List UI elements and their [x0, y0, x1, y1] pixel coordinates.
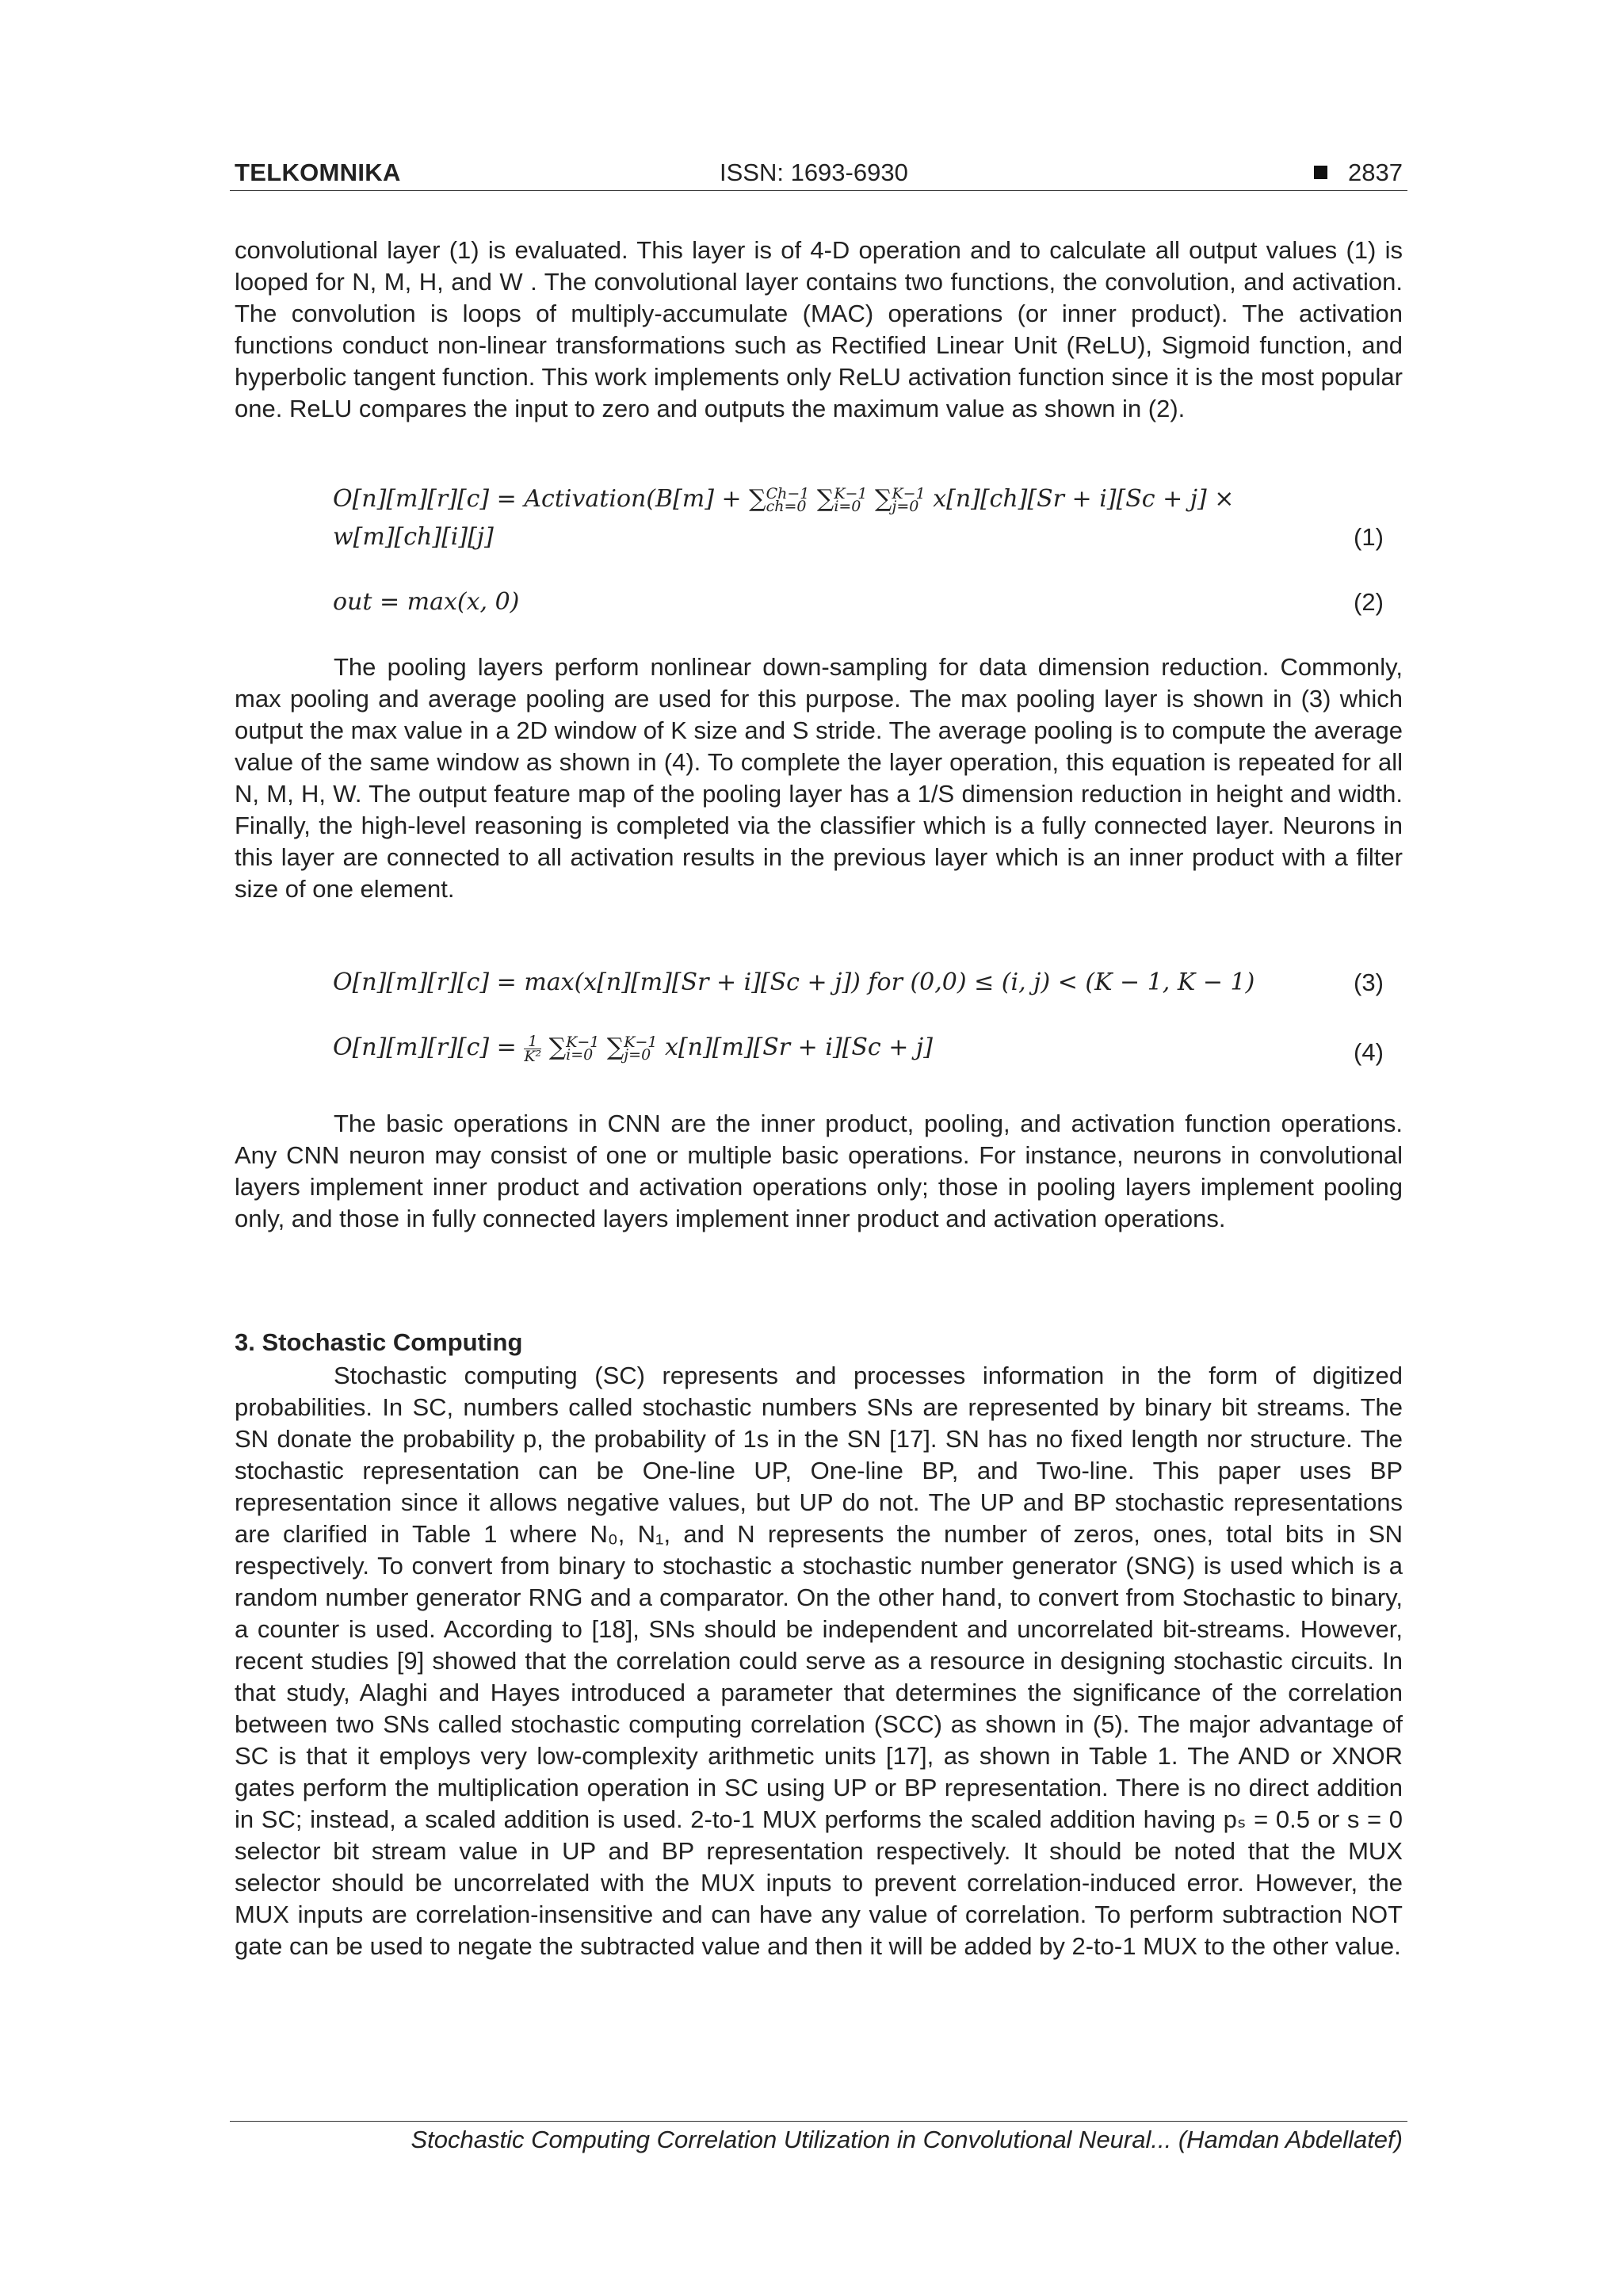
equation-2-number: (2) — [1354, 588, 1384, 616]
section-heading: 3. Stochastic Computing — [235, 1328, 523, 1356]
paragraph-1: convolutional layer (1) is evaluated. This layer is of 4-D operation and to calculate all output values (1) is looped for N, M, H, and W . The convolutional layer contains two functions, the convolution, and activation. The convolution is loops of multiply-accumulate (MAC) operations (or inner product). The activation functions conduct non-linear transformations such as Rectified Linear Unit (ReLU), Sigmoid function, and hyperbolic tangent function. This work implements only ReLU activation function since it is the most popular one. ReLU compares the input to zero and outputs the maximum value as shown in (2). — [235, 236, 1403, 422]
square-bullet-icon — [1314, 166, 1327, 179]
issn: ISSN: 1693-6930 — [720, 159, 908, 186]
page-number-wrap — [1314, 159, 1403, 187]
paragraph-3: The basic operations in CNN are the inner product, pooling, and activation function operations. Any CNN neuron may consist of one or multiple basic operations. For instance, neurons in convolutional layers implement inner product and activation operations only; those in pooling layers implement pooling only, and those in fully connected layers implement inner product and activation operations. — [235, 1110, 1403, 1232]
header-rule — [230, 190, 1407, 191]
paragraph-2: The pooling layers perform nonlinear down-sampling for data dimension reduction. Commonly, max pooling and average pooling are used for this purpose. The max pooling layer is shown in (3) which output the max value in a 2D window of K size and S stride. The average pooling is to compute the average value of the same window as shown in (4). To complete the layer operation, this equation is repeated for all N, M, H, W. The output feature map of the pooling layer has a 1/S dimension reduction in height and width. Finally, the high-level reasoning is completed via the classifier which is a fully connected layer. Neurons in this layer are connected to all activation results in the previous layer which is an inner product with a filter size of one element. — [235, 653, 1403, 903]
equation-2: out = max(x, 0) — [333, 588, 520, 616]
equation-1-number: (1) — [1354, 523, 1384, 551]
equation-4: O[n][m][r][c] = $\frac{1}{\text{K²}}$ ∑ K−1 i=0 ∑ K−1 j=0 x[n][m][Sr + i][Sc + j] — [333, 1032, 933, 1065]
journal-name: TELKOMNIKA — [235, 159, 401, 186]
equation-1-line-2: w[m][ch][i][j] — [333, 523, 494, 551]
page-header — [235, 159, 1403, 192]
page-number: 2837 — [1348, 159, 1403, 186]
equation-3: O[n][m][r][c] = max(x[n][m][Sr + i][Sc + j]) for (0,0) ≤ (i, j) < (K − 1, K − 1) — [333, 968, 1255, 996]
footer-rule — [230, 2121, 1407, 2122]
paragraph-3-wrap — [235, 1108, 1403, 1235]
paragraph-4-wrap — [235, 1360, 1403, 1962]
page-footer: Stochastic Computing Correlation Utilization in Convolutional Neural... (Hamdan Abdellatef) — [411, 2126, 1403, 2153]
equation-4-number: (4) — [1354, 1038, 1384, 1066]
paragraph-4: Stochastic computing (SC) represents and processes information in the form of digitized probabilities. In SC, numbers called stochastic numbers SNs are represented by binary bit streams. The SN donate the probability p, the probability of 1s in the SN [17]. SN has no fixed length nor structure. The stochastic representation can be One-line UP, One-line BP, and Two-line. This paper uses BP representation since it allows negative values, but UP do not. The UP and BP stochastic representations are clarified in Table 1 where N₀, N₁, and N represents the number of zeros, ones, total bits in SN respectively. To convert from binary to stochastic a stochastic number generator (SNG) is used which is a random number generator RNG and a comparator. On the other hand, to convert from Stochastic to binary, a counter is used. According to [18], SNs should be independent and uncorrelated bit-streams. However, recent studies [9] showed that the correlation could serve as a resource in designing stochastic circuits. In that study, Alaghi and Hayes introduced a parameter that determines the significance of the correlation between two SNs called stochastic computing correlation (SCC) as shown in (5). The major advantage of SC is that it employs very low-complexity arithmetic units [17], as shown in Table 1. The AND or XNOR gates perform the multiplication operation in SC using UP or BP representation. There is no direct addition in SC; instead, a scaled addition is used. 2-to-1 MUX performs the scaled addition having pₛ = 0.5 or s = 0 selector bit stream value in UP and BP representation respectively. It should be noted that the MUX selector should be uncorrelated with the MUX inputs to prevent correlation-induced error. However, the MUX inputs are correlation-insensitive and can have any value of correlation. To perform subtraction NOT gate can be used to negate the subtracted value and then it will be added by 2-to-1 MUX to the other value. — [235, 1362, 1403, 1960]
equation-1-line-1: O[n][m][r][c] = Activation(B[m] + ∑ Ch−1 ch=0 ∑ K−1 i=0 ∑ K−1 j=0 x[n][ch][Sr + i][Sc + j] × — [333, 485, 1235, 515]
equation-3-number: (3) — [1354, 968, 1384, 996]
paragraph-2-wrap — [235, 651, 1403, 905]
paragraph-1-wrap — [235, 235, 1403, 425]
